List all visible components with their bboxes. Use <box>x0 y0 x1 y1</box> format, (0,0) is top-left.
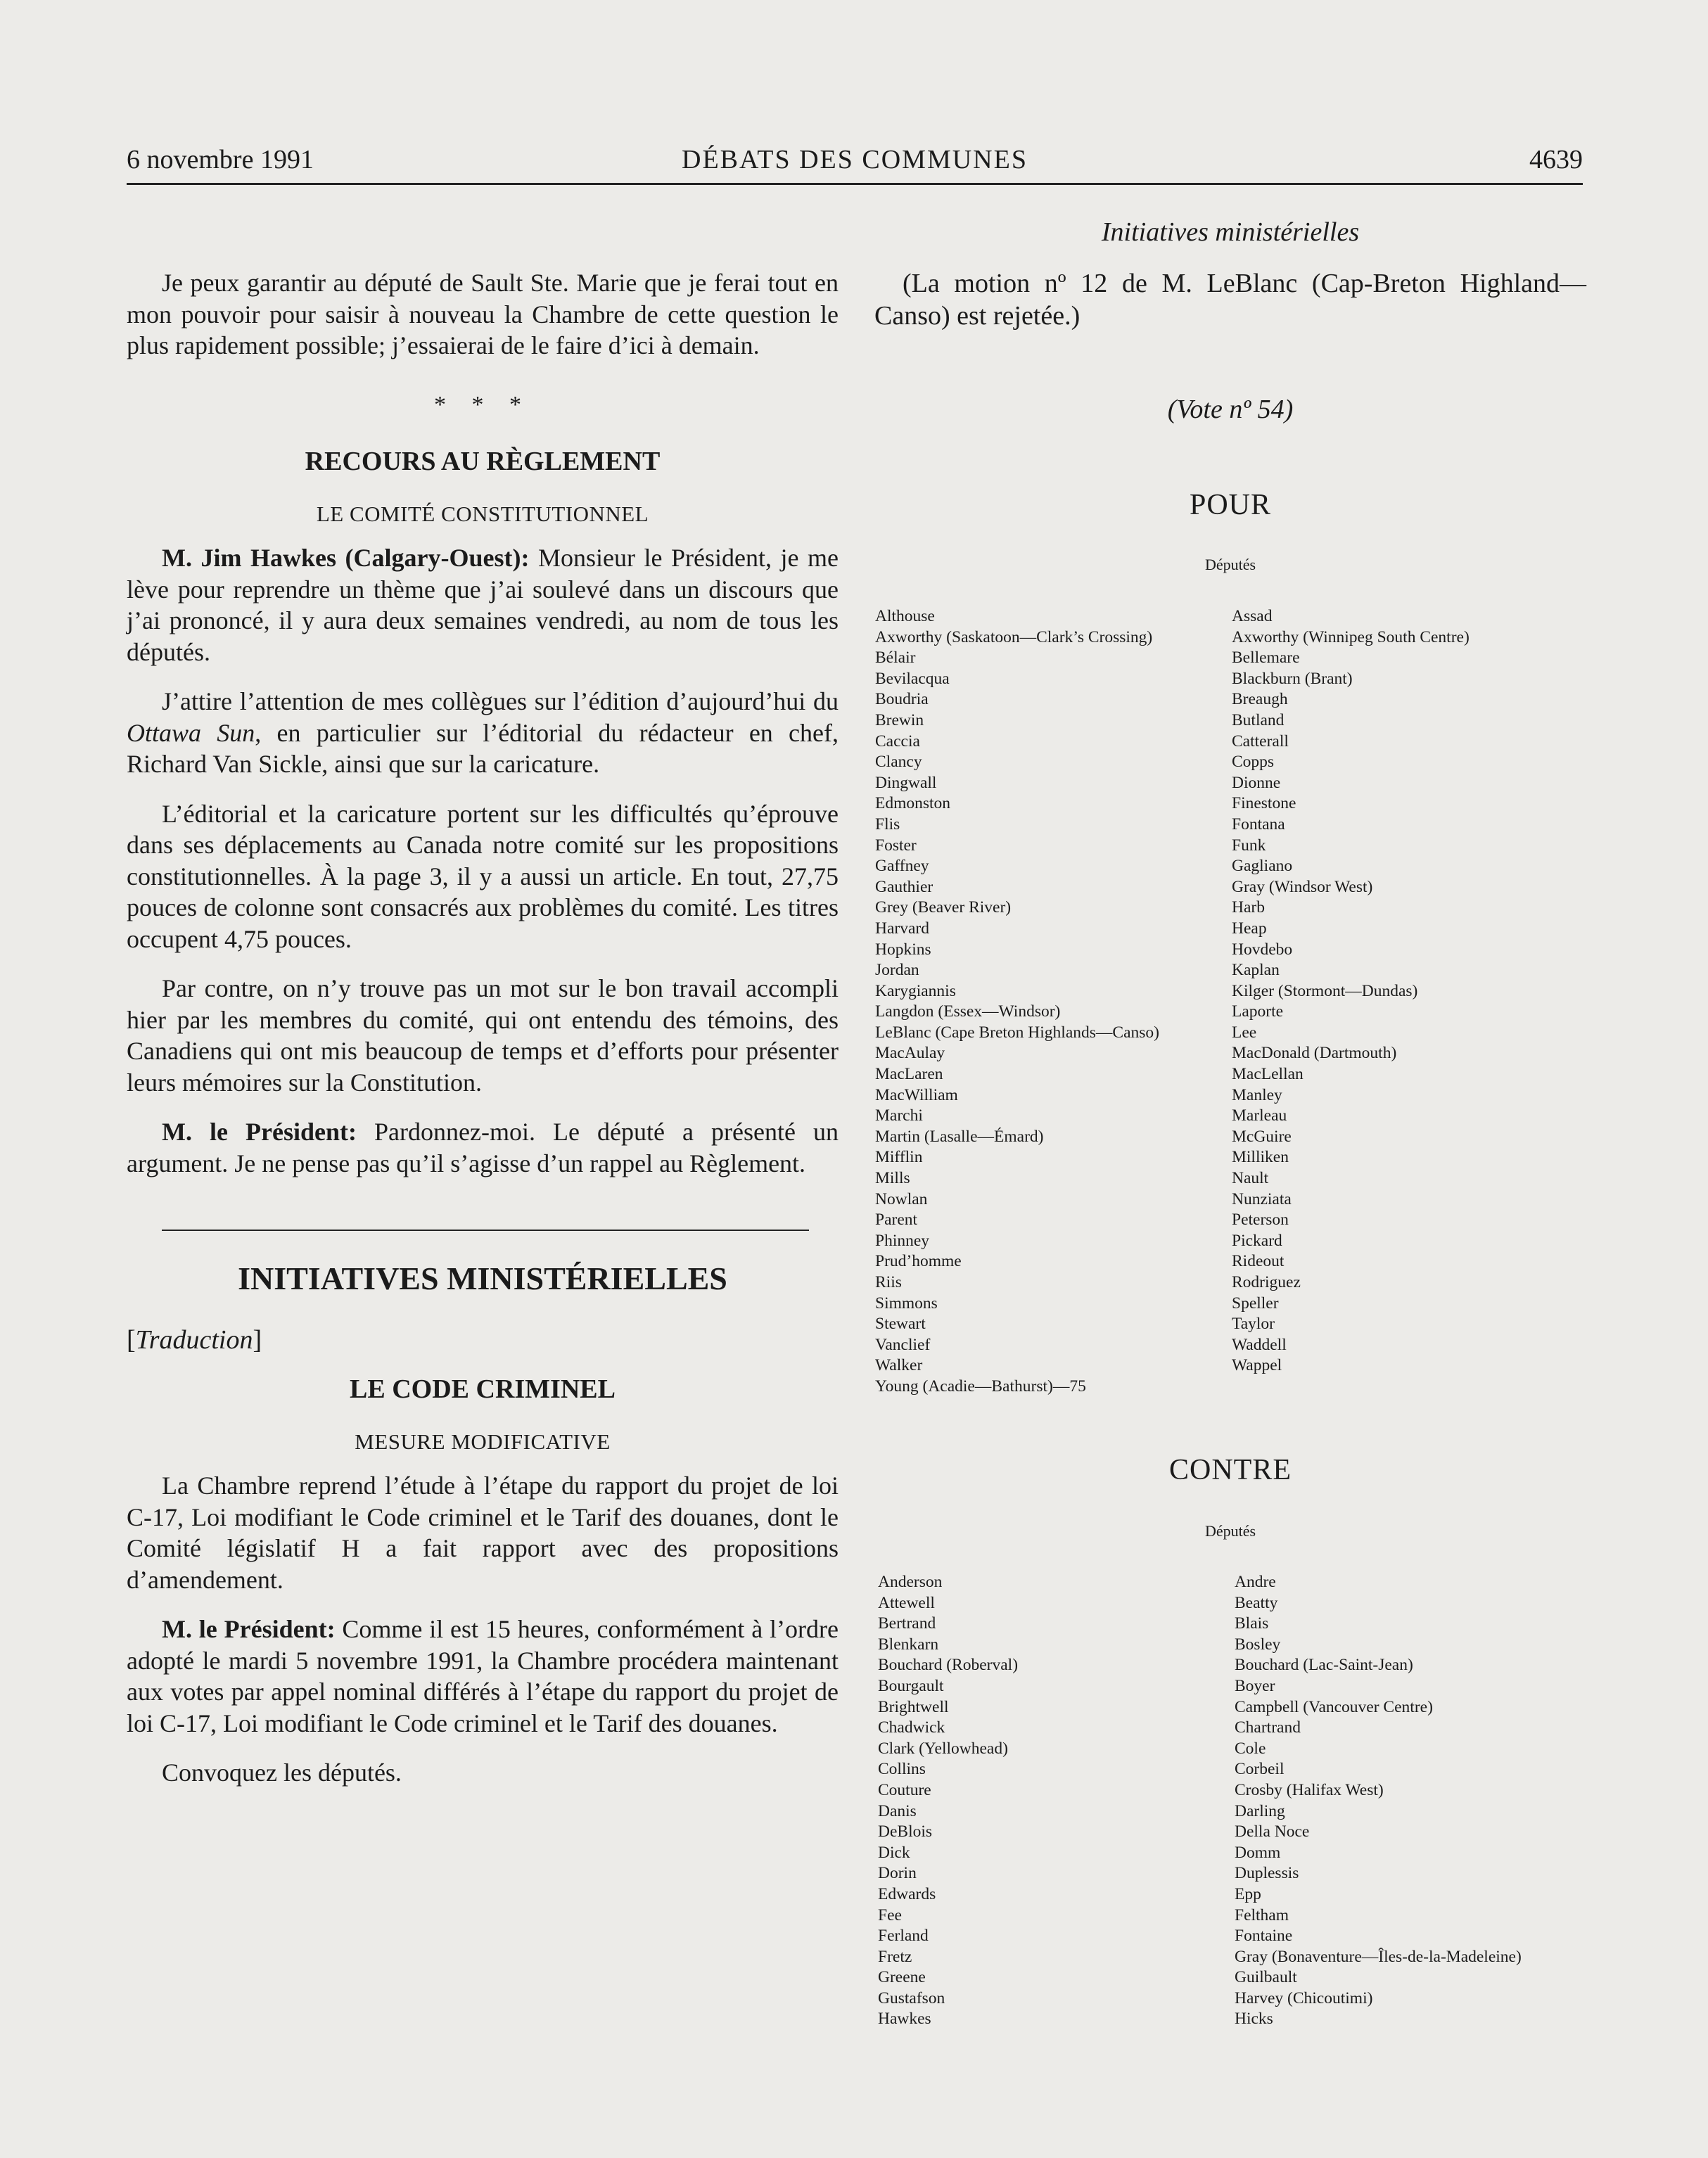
member-name: Crosby (Halifax West) <box>1235 1780 1384 1799</box>
member-name: Taylor <box>1232 1315 1275 1334</box>
member-name: DeBlois <box>878 1822 933 1841</box>
member-name: Walker <box>875 1356 923 1375</box>
member-name: Kilger (Stormont—Dundas) <box>1232 981 1418 1000</box>
member-name: Collins <box>878 1760 926 1779</box>
paragraph-contre: Par contre, on n’y trouve pas un mot sur le bon travail accompli hier par les membres du comité, qui ont entendu des témoins, des Canadiens qui ont mis beaucoup de temps et d’efforts pour présenter leurs mémoires sur la Constitution. <box>127 974 839 1097</box>
member-name: Wappel <box>1232 1356 1282 1375</box>
member-name: Nault <box>1232 1169 1269 1188</box>
member-name: MacDonald (Dartmouth) <box>1232 1044 1397 1063</box>
member-name: Bouchard (Roberval) <box>878 1656 1019 1675</box>
heading-initiatives: INITIATIVES MINISTÉRIELLES <box>238 1260 727 1296</box>
member-name: Rodriguez <box>1232 1273 1301 1291</box>
member-name: Mifflin <box>875 1148 923 1167</box>
paragraph-chambre: La Chambre reprend l’étude à l’étape du rapport du projet de loi C-17, Loi modifiant le Code criminel et le Tarif des douanes, dont le Comité législatif H a fait rapport avec des propositions d’amendement. <box>127 1471 839 1594</box>
member-name: Attewell <box>878 1593 935 1612</box>
member-name: Finestone <box>1232 794 1296 813</box>
member-name: Stewart <box>875 1315 926 1334</box>
member-name: Rideout <box>1232 1252 1285 1271</box>
member-name: Harb <box>1232 898 1265 917</box>
left-column <box>127 267 839 1789</box>
member-name: Bellemare <box>1232 649 1300 668</box>
member-name: Boudria <box>875 690 929 709</box>
member-name: Fontana <box>1232 815 1285 834</box>
member-name: Axworthy (Saskatoon—Clark’s Crossing) <box>875 627 1153 646</box>
member-name: Lee <box>1232 1023 1257 1042</box>
member-name: Blenkarn <box>878 1635 939 1654</box>
member-name: Guilbault <box>1235 1968 1297 1987</box>
member-name: Danis <box>878 1801 917 1820</box>
member-name: Couture <box>878 1780 931 1799</box>
member-name: Karygiannis <box>875 981 956 1000</box>
member-name: Peterson <box>1232 1211 1289 1230</box>
member-name: Gauthier <box>875 877 933 896</box>
vote-number: (Vote nº 54) <box>1167 395 1294 424</box>
paragraph-hawkes <box>127 542 839 668</box>
member-name: Della Noce <box>1235 1822 1310 1841</box>
member-name: Bosley <box>1235 1635 1281 1654</box>
member-name: Harvard <box>875 919 929 938</box>
member-name: Edwards <box>878 1884 936 1903</box>
section-title: Initiatives ministérielles <box>1101 217 1360 247</box>
member-name: Jordan <box>875 961 919 980</box>
member-name: Laporte <box>1232 1002 1284 1021</box>
pour-deputes-label: Députés <box>1204 556 1256 573</box>
member-name: Chartrand <box>1235 1718 1301 1737</box>
member-name: Hawkes <box>878 2010 931 2029</box>
member-name: Boyer <box>1235 1676 1275 1695</box>
pour-names-column-1 <box>875 606 1159 1398</box>
paragraph-convoquez: Convoquez les députés. <box>162 1758 402 1787</box>
member-name: Pickard <box>1232 1231 1282 1250</box>
subheading-mesure: MESURE MODIFICATIVE <box>355 1429 611 1454</box>
member-name: Blackburn (Brant) <box>1232 669 1353 688</box>
member-name: Flis <box>875 815 900 834</box>
attention-text-before: J’attire l’attention de mes collègues sur l’édition d’aujourd’hui du <box>162 687 839 715</box>
speaker-president-2: M. le Président: <box>162 1615 336 1643</box>
member-name: Catterall <box>1232 732 1289 751</box>
member-name: Ferland <box>878 1927 929 1946</box>
member-name: Andre <box>1235 1573 1276 1591</box>
header-date: 6 novembre 1991 <box>127 145 314 174</box>
member-name: Riis <box>875 1273 902 1291</box>
president-2-text: Comme il est 15 heures, conformément à l’ordre adopté le mardi 5 novembre 1991, la Chambre procédera maintenant aux votes par appel nominal différés à l’étape du rapport du projet de loi C-17, Loi modifiant le Code criminel et le Tarif des douanes. <box>127 1615 839 1737</box>
member-name: Prud’homme <box>875 1252 962 1271</box>
motion-result <box>874 267 1586 332</box>
member-name: Phinney <box>875 1231 930 1250</box>
member-name: Nunziata <box>1232 1189 1292 1208</box>
member-name: Fretz <box>878 1947 912 1966</box>
member-name: Campbell (Vancouver Centre) <box>1235 1697 1433 1716</box>
heading-contre: CONTRE <box>1169 1454 1292 1486</box>
contre-deputes-label: Députés <box>1204 1522 1256 1540</box>
paragraph-attention <box>127 686 839 780</box>
member-name: Manley <box>1232 1085 1282 1104</box>
member-name: Fontaine <box>1235 1927 1293 1946</box>
member-name: Kaplan <box>1232 961 1280 980</box>
paragraph-editorial: L’éditorial et la caricature portent sur les difficultés qu’éprouve dans ses déplacements au Canada notre comité sur les propositions constitutionnelles. À la page 3, il y a aussi un article. En tout, 27,75 pouces de colonne sont consacrés aux problèmes du comité. Les titres occupent 4,75 pouces. <box>127 799 839 953</box>
member-name: Gagliano <box>1232 857 1293 876</box>
member-name: Bourgault <box>878 1676 944 1695</box>
president-1-text: Pardonnez-moi. Le député a présenté un argument. Je ne pense pas qu’il s’agisse d’un rappel au Règlement. <box>127 1118 839 1177</box>
member-name: MacWilliam <box>875 1085 958 1104</box>
member-name: Gustafson <box>878 1988 945 2007</box>
pour-names-column-2 <box>1232 606 1470 1377</box>
member-name: Clancy <box>875 753 922 772</box>
member-name: Breaugh <box>1232 690 1288 709</box>
header-rule <box>127 183 1583 185</box>
member-name: Hovdebo <box>1232 940 1293 959</box>
member-name: Nowlan <box>875 1189 928 1208</box>
member-name: Martin (Lasalle—Émard) <box>875 1127 1044 1146</box>
member-name: Vanclief <box>875 1335 931 1354</box>
contre-names-column-2 <box>1235 1572 1522 2030</box>
member-name: Hopkins <box>875 940 931 959</box>
member-name: McGuire <box>1232 1127 1292 1146</box>
contre-names-column-1 <box>878 1572 1018 2030</box>
attention-text-after: , en particulier sur l’éditorial du rédacteur en chef, Richard Van Sickle, ainsi que sur la caricature. <box>127 718 839 778</box>
member-name: Beatty <box>1235 1593 1278 1612</box>
member-name: Bevilacqua <box>875 669 950 688</box>
member-name: Milliken <box>1232 1148 1289 1167</box>
member-name: Chadwick <box>878 1718 945 1737</box>
member-name: Parent <box>875 1211 918 1230</box>
member-name: Duplessis <box>1235 1864 1299 1883</box>
member-name: Dingwall <box>875 773 937 792</box>
member-name: MacAulay <box>875 1044 945 1063</box>
member-name: Blais <box>1235 1614 1269 1633</box>
member-name: MacLellan <box>1232 1065 1304 1084</box>
member-name: Assad <box>1232 607 1273 625</box>
member-name: Dorin <box>878 1864 917 1883</box>
member-name: Greene <box>878 1968 926 1987</box>
member-name: Gray (Bonaventure—Îles-de-la-Madeleine) <box>1235 1947 1522 1966</box>
member-name: Marleau <box>1232 1106 1287 1125</box>
member-name: Epp <box>1235 1884 1261 1903</box>
member-name: Grey (Beaver River) <box>875 898 1012 917</box>
member-name: Harvey (Chicoutimi) <box>1235 1988 1373 2007</box>
member-name: Cole <box>1235 1739 1266 1758</box>
paragraph-1: Je peux garantir au député de Sault Ste. Marie que je ferai tout en mon pouvoir pour saisir à nouveau la Chambre de cette question le plus rapidement possible; j’essaierai de le faire d’ici à demain. <box>127 269 839 359</box>
member-name: Simmons <box>875 1294 938 1313</box>
page-header <box>127 144 1583 179</box>
member-name: Domm <box>1235 1843 1281 1862</box>
member-name: Waddell <box>1232 1335 1287 1354</box>
traduction-note: [Traduction] <box>127 1324 262 1355</box>
member-name: Caccia <box>875 732 920 751</box>
member-name: Young (Acadie—Bathurst)—75 <box>875 1377 1086 1396</box>
member-name: Feltham <box>1235 1905 1289 1924</box>
member-name: Heap <box>1232 919 1267 938</box>
member-name: Bertrand <box>878 1614 936 1633</box>
header-page-number: 4639 <box>1529 145 1583 174</box>
subheading-comite: LE COMITÉ CONSTITUTIONNEL <box>316 501 649 526</box>
paragraph-president-1 <box>127 1116 839 1179</box>
heading-recours: RECOURS AU RÈGLEMENT <box>305 447 661 476</box>
speaker-hawkes: M. Jim Hawkes (Calgary-Ouest): <box>162 544 530 572</box>
member-name: Bélair <box>875 649 916 668</box>
traduction-label: Traduction <box>135 1324 253 1355</box>
member-name: Anderson <box>878 1573 943 1591</box>
speaker-president-1: M. le Président: <box>162 1118 357 1146</box>
member-name: Marchi <box>875 1106 923 1125</box>
member-name: Foster <box>875 836 917 855</box>
member-name: MacLaren <box>875 1065 943 1084</box>
heading-pour: POUR <box>1189 489 1272 521</box>
member-name: Darling <box>1235 1801 1285 1820</box>
paragraph-president-2 <box>127 1614 839 1739</box>
member-name: LeBlanc (Cape Breton Highlands—Canso) <box>875 1023 1159 1042</box>
member-name: Butland <box>1232 710 1285 729</box>
member-name: Hicks <box>1235 2010 1273 2029</box>
motion-text: (La motion nº 12 de M. LeBlanc (Cap-Breton Highland—Canso) est rejetée.) <box>874 269 1586 331</box>
member-name: Brewin <box>875 710 924 729</box>
heading-code-criminel: LE CODE CRIMINEL <box>350 1374 616 1404</box>
member-name: Axworthy (Winnipeg South Centre) <box>1232 627 1470 646</box>
member-name: Edmonston <box>875 794 951 813</box>
member-name: Dionne <box>1232 773 1281 792</box>
newspaper-title: Ottawa Sun <box>127 718 255 747</box>
member-name: Clark (Yellowhead) <box>878 1739 1008 1758</box>
member-name: Althouse <box>875 607 935 625</box>
member-name: Bouchard (Lac-Saint-Jean) <box>1235 1656 1413 1675</box>
member-name: Fee <box>878 1905 902 1924</box>
member-name: Corbeil <box>1235 1760 1285 1779</box>
member-name: Langdon (Essex—Windsor) <box>875 1002 1061 1021</box>
member-name: Copps <box>1232 753 1275 772</box>
member-name: Brightwell <box>878 1697 949 1716</box>
member-name: Mills <box>875 1169 910 1188</box>
member-name: Gray (Windsor West) <box>1232 877 1373 896</box>
section-separator: * * * <box>434 391 531 418</box>
member-name: Speller <box>1232 1294 1279 1313</box>
member-name: Funk <box>1232 836 1266 855</box>
member-name: Dick <box>878 1843 910 1862</box>
member-name: Gaffney <box>875 857 929 876</box>
hawkes-text: Monsieur le Président, je me lève pour reprendre un thème que j’ai soulevé dans un discours que j’ai prononcé, il y aura deux semaines vendredi, au nom de tous les députés. <box>127 544 839 666</box>
header-title: DÉBATS DES COMMUNES <box>682 145 1028 174</box>
